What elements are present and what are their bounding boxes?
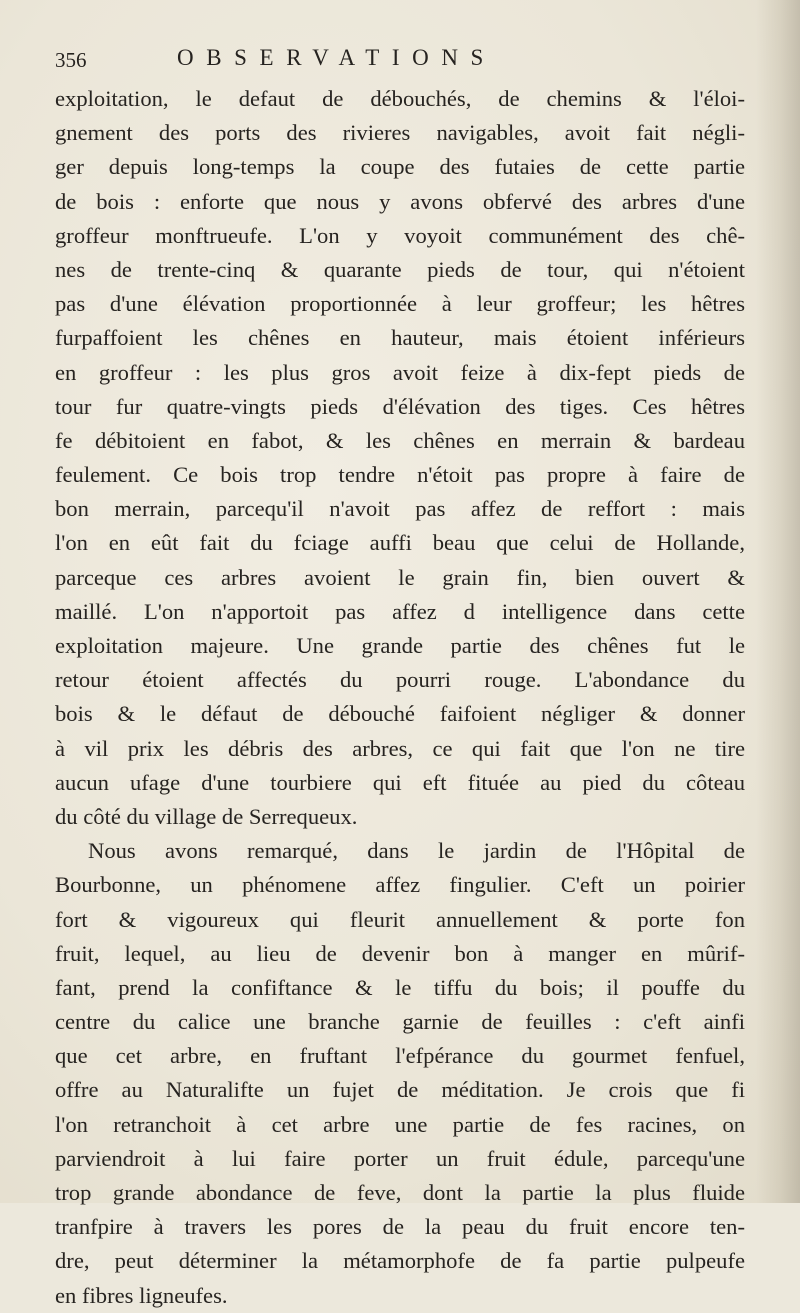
text-line: bois & le défaut de débouché faifoient négliger & donner xyxy=(55,701,745,727)
text-line: retour étoient affectés du pourri rouge. L'abondance du xyxy=(55,667,745,693)
text-line: Bourbonne, un phénomene affez fingulier. C'eft un poirier xyxy=(55,872,745,898)
text-line: trop grande abondance de feve, dont la partie la plus fluide xyxy=(55,1180,745,1205)
text-line: exploitation majeure. Une grande partie des chênes fut le xyxy=(55,633,745,658)
page-number: 356 xyxy=(55,48,87,72)
text-line: groffeur monftrueufe. L'on y voyoit communément des chê- xyxy=(55,222,745,248)
text-line: l'on en eût fait du fciage auffi beau que celui de Hollande, xyxy=(55,530,745,556)
text-line: ger depuis long-temps la coupe des futaies de cette partie xyxy=(55,154,745,180)
text-line: furpaffoient les chênes en hauteur, mais étoient inférieurs xyxy=(55,325,745,351)
text-line: nes de trente-cinq & quarante pieds de tour, qui n'étoient xyxy=(55,256,745,282)
text-line: fort & vigoureux qui fleurit annuellement & porte fon xyxy=(55,906,745,932)
text-line: fruit, lequel, au lieu de devenir bon à manger en mûrif- xyxy=(55,940,745,966)
text-line: exploitation, le defaut de débouchés, de chemins & l'éloi- xyxy=(55,86,745,111)
text-line: aucun ufage d'une tourbiere qui eft fituée au pied du côteau xyxy=(55,769,745,795)
running-title: OBSERVATIONS xyxy=(177,45,496,70)
text-line: en groffeur : les plus gros avoit feize à dix-fept pieds de xyxy=(55,359,745,385)
page-edge-shadow xyxy=(756,0,800,1203)
text-line: tour fur quatre-vingts pieds d'élévation des tiges. Ces hêtres xyxy=(55,393,745,419)
text-line: l'on retranchoit à cet arbre une partie de fes racines, on xyxy=(55,1111,745,1137)
paragraph-end-line: du côté du village de Serrequeux. xyxy=(55,803,358,829)
paragraph-end-line: en fibres ligneufes. xyxy=(55,1282,228,1308)
text-line: dre, peut déterminer la métamorphofe de fa partie pulpeufe xyxy=(55,1248,745,1274)
text-line: à vil prix les débris des arbres, ce qui fait que l'on ne tire xyxy=(55,735,745,761)
text-line: centre du calice une branche garnie de feuilles : c'eft ainfi xyxy=(55,1009,745,1035)
text-line: gnement des ports des rivieres navigables, avoit fait négli- xyxy=(55,120,745,146)
page-header xyxy=(55,42,735,78)
text-line: offre au Naturalifte un fujet de méditation. Je crois que fi xyxy=(55,1077,745,1103)
text-line: tranfpire à travers les pores de la peau du fruit encore ten- xyxy=(55,1214,745,1240)
paragraph-start-line: Nous avons remarqué, dans le jardin de l'Hôpital de xyxy=(88,838,745,864)
text-line: parviendroit à lui faire porter un fruit édule, parcequ'une xyxy=(55,1145,745,1171)
text-line: pas d'une élévation proportionnée à leur groffeur; les hêtres xyxy=(55,291,745,317)
text-line: que cet arbre, en fruftant l'efpérance du gourmet fenfuel, xyxy=(55,1043,745,1069)
text-line: feulement. Ce bois trop tendre n'étoit pas propre à faire de xyxy=(55,462,745,488)
text-line: fe débitoient en fabot, & les chênes en merrain & bardeau xyxy=(55,427,745,453)
body-text xyxy=(55,82,745,1313)
text-line: parceque ces arbres avoient le grain fin, bien ouvert & xyxy=(55,564,745,590)
text-line: fant, prend la confiftance & le tiffu du bois; il pouffe du xyxy=(55,974,745,1000)
text-line: de bois : enforte que nous y avons obfervé des arbres d'une xyxy=(55,188,745,214)
text-line: maillé. L'on n'apportoit pas affez d intelligence dans cette xyxy=(55,598,745,624)
text-line: bon merrain, parcequ'il n'avoit pas affez de reffort : mais xyxy=(55,496,745,522)
